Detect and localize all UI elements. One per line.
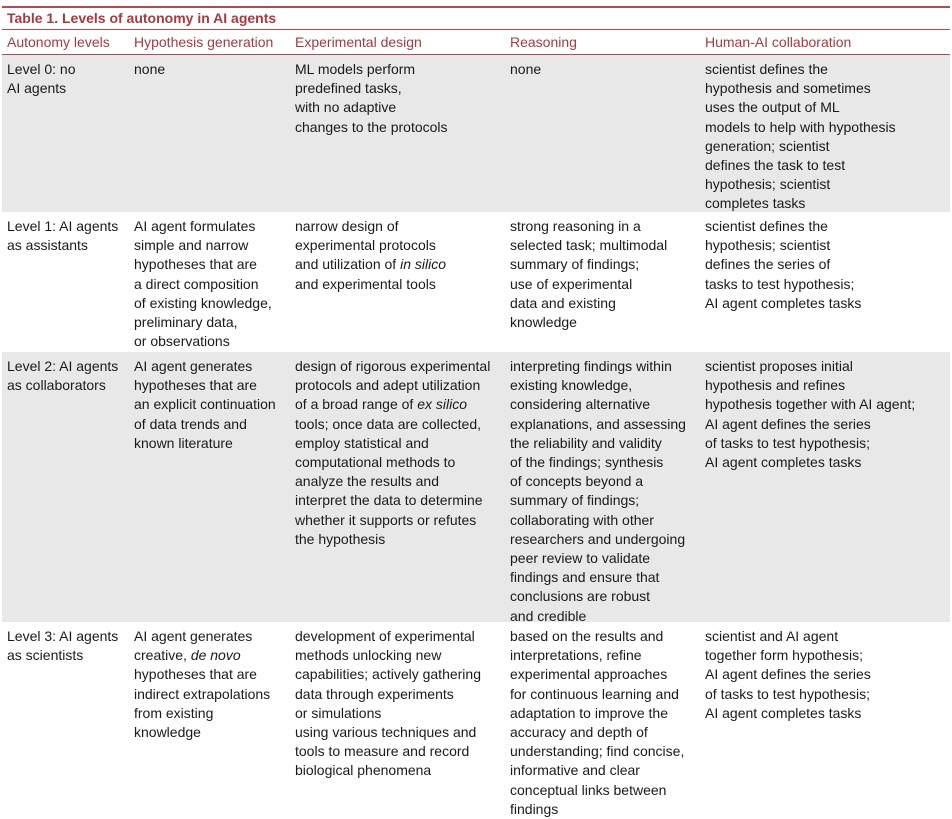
cell-level: Level 1: AI agents as assistants	[7, 218, 119, 254]
table-header-row	[0, 30, 952, 54]
cell-collaboration: scientist proposes initial hypothesis and refines hypothesis together with AI agent; AI agent defines the series of tasks to test hypothesis; AI agent completes tasks	[705, 358, 916, 471]
cell-design: development of experimental methods unlocking new capabilities; actively gathering data through experiments or simulations using various techniques and tools to measure and record biological phenomena	[295, 628, 481, 779]
cell-design-text: tools; once data are collected, employ statistical and computational methods to analyze the results and interpret the data to determine whether it supports or refutes the hypothesis	[295, 415, 483, 547]
cell-hypothesis: AI agent generates hypotheses that are an explicit continuation of data trends and known literature	[134, 358, 276, 451]
top-rule	[2, 6, 950, 8]
cell-design: ML models perform predefined tasks, with no adaptive changes to the protocols	[295, 61, 448, 135]
header-autonomy-levels: Autonomy levels	[7, 34, 110, 50]
cell-collaboration: scientist defines the hypothesis and sometimes uses the output of ML models to help with hypothesis generation; scientist defines the task to test hypothesis; scientist completes tasks	[705, 61, 896, 212]
header-human-ai-collaboration: Human-AI collaboration	[705, 34, 852, 50]
cell-level: Level 2: AI agents as collaborators	[7, 358, 119, 394]
cell-collaboration: scientist defines the hypothesis; scientist defines the series of tasks to test hypothesis; AI agent completes tasks	[705, 218, 862, 311]
cell-reasoning: interpreting findings within existing knowledge, considering alternative explanations, and assessing the reliability and validity of the findings; synthesis of concepts beyond a summary of findings; collaborating with other researchers and undergoing peer review to validate findings and ensure that conclusions are robust and credible	[510, 358, 686, 624]
header-reasoning: Reasoning	[510, 34, 577, 50]
table-row-level-1	[2, 212, 950, 352]
cell-level: Level 3: AI agents as scientists	[7, 628, 119, 664]
cell-hypothesis: AI agent formulates simple and narrow hypotheses that are a direct composition of existing knowledge, preliminary data, or observations	[134, 218, 272, 350]
cell-reasoning: none	[510, 61, 542, 77]
cell-collaboration: scientist and AI agent together form hypothesis; AI agent defines the series of tasks to test hypothesis; AI agent completes tasks	[705, 628, 871, 721]
cell-hypothesis-text: AI agent generates creative,	[134, 628, 253, 664]
table-row-level-2	[2, 352, 950, 622]
cell-hypothesis: none	[134, 61, 166, 77]
cell-design-italic: in silico	[400, 256, 446, 273]
cell-reasoning: based on the results and interpretations, refine experimental approaches for continuous learning and adaptation to improve the accuracy and depth of understanding; find concise, informative and clear conceptual links between findings	[510, 628, 685, 817]
cell-reasoning: strong reasoning in a selected task; multimodal summary of findings; use of experimental data and existing knowledge	[510, 218, 668, 331]
cell-design-text: and experimental tools	[295, 275, 436, 292]
cell-design	[295, 217, 507, 294]
table-row-level-3	[2, 622, 950, 817]
cell-design-italic: ex silico	[417, 396, 467, 413]
cell-hypothesis	[134, 627, 292, 742]
cell-design-text: narrow design of experimental protocols and utilization of	[295, 218, 436, 273]
cell-design-text: design of rigorous experimental protocols and adept utilization of a broad range of	[295, 358, 491, 413]
cell-hypothesis-text: hypotheses that are indirect extrapolations from existing knowledge	[134, 666, 271, 741]
header-experimental-design: Experimental design	[295, 34, 422, 50]
cell-level: Level 0: no AI agents	[7, 61, 76, 97]
table-row-level-0	[2, 55, 950, 212]
table-title: Table 1. Levels of autonomy in AI agents	[7, 10, 277, 26]
header-hypothesis-generation: Hypothesis generation	[134, 34, 274, 50]
cell-hypothesis-italic: de novo	[190, 647, 241, 664]
cell-design	[295, 357, 507, 549]
